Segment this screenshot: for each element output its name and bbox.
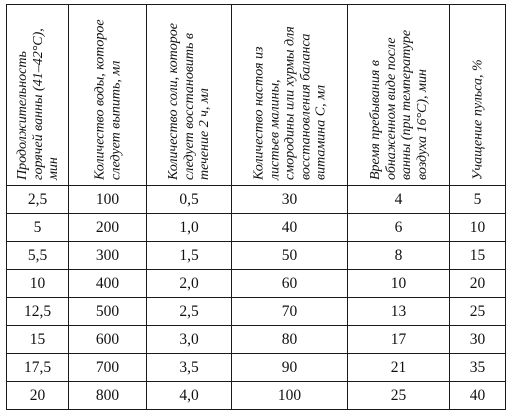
table-header-row [7,5,506,186]
table-cell: 4 [348,186,450,214]
table-cell: 800 [69,382,147,410]
table-cell: 2,5 [7,186,69,214]
table-cell: 8 [348,242,450,270]
table-cell: 25 [348,382,450,410]
table-cell: 700 [69,354,147,382]
table-cell: 3,5 [147,354,232,382]
table-cell: 5 [7,214,69,242]
table-cell: 2,5 [147,298,232,326]
column-header-text: Продолжительность горячей ванны (41–42°С), мин [14,28,61,180]
column-header-text: Количество настоя из листьев малины, смородины или хурмы для восстановления баланса витамина С, мл [250,26,328,180]
table-row [7,186,506,214]
table-cell: 40 [450,382,506,410]
table-row [7,242,506,270]
table-cell: 2,0 [147,270,232,298]
table-cell: 1,0 [147,214,232,242]
table-cell: 10 [7,270,69,298]
column-header [450,5,506,186]
table-cell: 5,5 [7,242,69,270]
column-header-text: Количество соли, которое следует восстановить в течение 2 ч, мл [165,23,212,180]
table-cell: 500 [69,298,147,326]
column-header [69,5,147,186]
column-header [147,5,232,186]
table-cell: 90 [232,354,348,382]
table-cell: 4,0 [147,382,232,410]
column-header-text: Время пребывания в обнаженном виде после ванны (при температуре воздуха 16°С), мин [367,29,429,180]
data-table [6,4,506,410]
table-row [7,270,506,298]
table-cell: 1,5 [147,242,232,270]
table-cell: 100 [69,186,147,214]
table-cell: 21 [348,354,450,382]
column-header-text: Количество воды, которое следует выпить, мл [92,19,123,180]
table-cell: 12,5 [7,298,69,326]
table-cell: 0,5 [147,186,232,214]
table-cell: 70 [232,298,348,326]
table-cell: 15 [7,326,69,354]
table-cell: 6 [348,214,450,242]
table-cell: 17 [348,326,450,354]
table-cell: 35 [450,354,506,382]
table-cell: 17,5 [7,354,69,382]
column-header [232,5,348,186]
table-cell: 80 [232,326,348,354]
table-cell: 100 [232,382,348,410]
table-row [7,298,506,326]
table-row [7,214,506,242]
column-header [348,5,450,186]
table-cell: 3,0 [147,326,232,354]
table-cell: 300 [69,242,147,270]
table-cell: 30 [450,326,506,354]
column-header-text: Учащение пульса, % [469,59,485,180]
table-cell: 25 [450,298,506,326]
table-cell: 50 [232,242,348,270]
table-cell: 20 [450,270,506,298]
table-cell: 13 [348,298,450,326]
table-row [7,326,506,354]
table-cell: 5 [450,186,506,214]
table-cell: 15 [450,242,506,270]
table-row [7,354,506,382]
table-cell: 40 [232,214,348,242]
table-cell: 20 [7,382,69,410]
table-row [7,382,506,410]
table-cell: 600 [69,326,147,354]
table-cell: 10 [450,214,506,242]
table-cell: 400 [69,270,147,298]
table-cell: 200 [69,214,147,242]
column-header [7,5,69,186]
table-cell: 60 [232,270,348,298]
table-cell: 30 [232,186,348,214]
table-cell: 10 [348,270,450,298]
